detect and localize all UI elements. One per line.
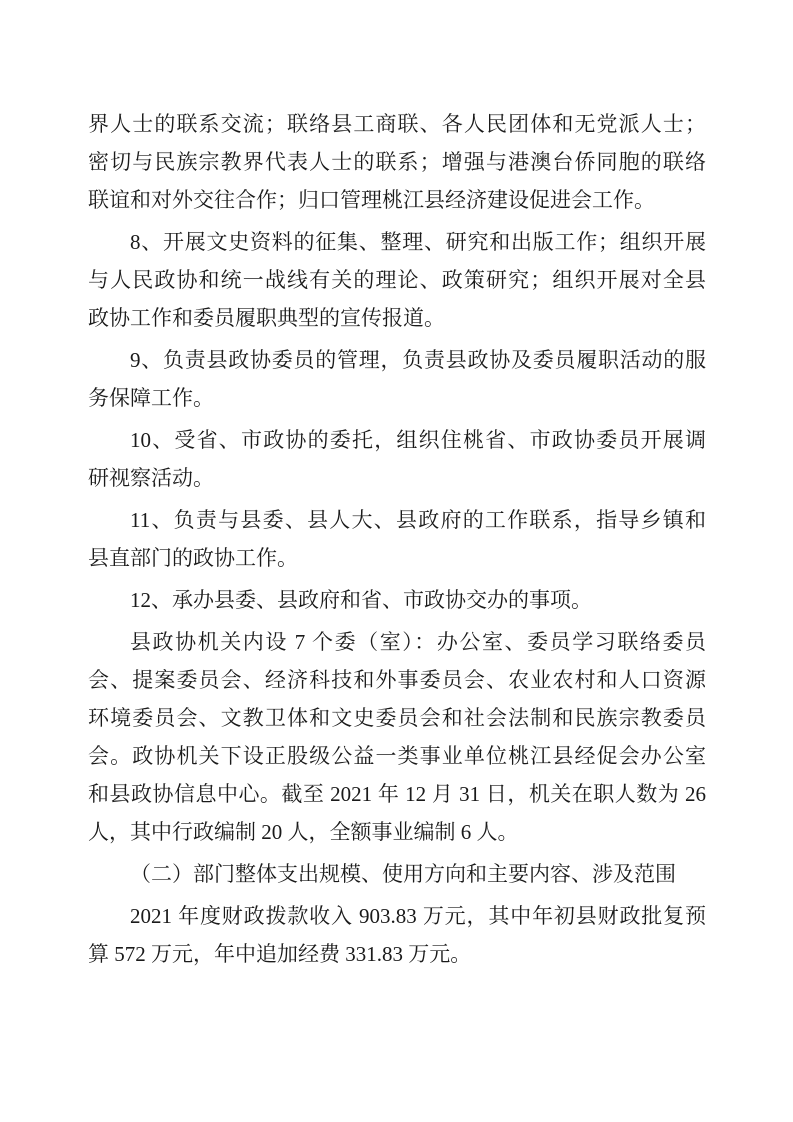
text-line: 12、承办县委、县政府和省、市政协交办的事项。 [130,588,592,612]
text-line: 界人士的联系交流；联络县工商联、各人民团体和无党派人士； [88,112,706,136]
text-line: 与人民政协和统一战线有关的理论、政策研究；组织开展对全县 [88,268,706,292]
text-line: 密切与民族宗教界代表人士的联系；增强与港澳台侨同胞的联络 [88,150,706,174]
text-line: 县直部门的政协工作。 [88,546,298,570]
paragraph [88,341,706,417]
text-line: 会。政协机关下设正股级公益一类事业单位桃江县经促会办公室 [88,744,706,768]
paragraph [88,223,706,337]
text-line: 11、负责与县委、县人大、县政府的工作联系，指导乡镇和 [130,508,706,532]
text-line: 政协工作和委员履职典型的宣传报道。 [88,306,445,330]
text-line: （二）部门整体支出规模、使用方向和主要内容、涉及范围 [130,862,676,886]
text-line: 务保障工作。 [88,386,214,410]
text-line: 研视察活动。 [88,466,214,490]
paragraph [88,581,706,619]
text-line: 算 572 万元，年中追加经费 331.83 万元。 [88,942,472,966]
paragraph [88,623,706,851]
paragraph [88,501,706,577]
paragraph [88,897,706,973]
text-line: 2021 年度财政拨款收入 903.83 万元，其中年初县财政批复预 [130,904,706,928]
text-line: 9、负责县政协委员的管理，负责县政协及委员履职活动的服 [130,348,706,372]
text-line: 人，其中行政编制 20 人，全额事业编制 6 人。 [88,820,519,844]
text-line: 联谊和对外交往合作；归口管理桃江县经济建设促进会工作。 [88,188,655,212]
text-line: 县政协机关内设 7 个委（室）：办公室、委员学习联络委员 [130,630,706,654]
text-line: 会、提案委员会、经济科技和外事委员会、农业农村和人口资源 [88,668,706,692]
section-heading [88,855,706,893]
text-line: 环境委员会、文教卫体和文史委员会和社会法制和民族宗教委员 [88,706,706,730]
paragraph [88,105,706,219]
text-line: 10、受省、市政协的委托，组织住桃省、市政协委员开展调 [130,428,706,452]
text-line: 和县政协信息中心。截至 2021 年 12 月 31 日，机关在职人数为 26 [88,782,706,806]
text-line: 8、开展文史资料的征集、整理、研究和出版工作；组织开展 [130,230,706,254]
document-body [88,105,706,973]
paragraph [88,421,706,497]
